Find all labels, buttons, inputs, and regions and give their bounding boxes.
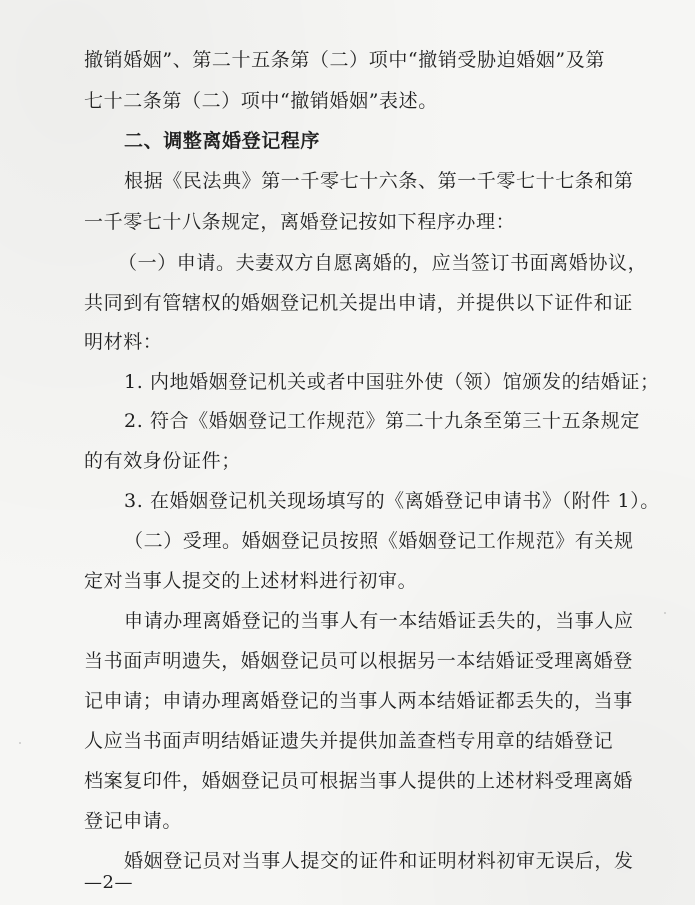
body-text-line: 一千零七十八条规定，离婚登记按如下程序办理： [84, 211, 516, 233]
body-text-line: 七十二条第（二）项中“撤销婚姻”表述。 [84, 90, 438, 112]
body-text-line: 根据《民法典》第一千零七十六条、第一千零七十七条和第 [124, 170, 634, 192]
list-item: 2. 符合《婚姻登记工作规范》第二十九条至第三十五条规定 [124, 410, 640, 432]
body-text-line: 登记申请。 [84, 810, 183, 832]
list-item: 3. 在婚姻登记机关现场填写的《离婚登记申请书》（附件 1）。 [124, 490, 660, 512]
body-text-line: 共同到有管辖权的婚姻登记机关提出申请，并提供以下证件和证 [84, 292, 633, 314]
body-text-line: 明材料： [84, 331, 163, 353]
body-text-line: 撤销婚姻”、第二十五条第（二）项中“撤销受胁迫婚姻”及第 [84, 49, 605, 71]
body-text-line: 人应当书面声明结婚证遗失并提供加盖查档专用章的结婚登记 [84, 730, 614, 752]
body-text-line: （一）申请。夫妻双方自愿离婚的，应当签订书面离婚协议， [118, 252, 648, 274]
body-text-line: 婚姻登记员对当事人提交的证件和证明材料初审无误后，发 [124, 850, 634, 872]
section-heading: 二、调整离婚登记程序 [124, 130, 321, 152]
body-text-line: 记申请；申请办理离婚登记的当事人两本结婚证都丢失的，当事 [84, 690, 633, 712]
body-text-line: 档案复印件，婚姻登记员可根据当事人提供的上述材料受理离婚 [84, 770, 633, 792]
body-text-line: 当书面声明遗失，婚姻登记员可以根据另一本结婚证受理离婚登 [84, 650, 633, 672]
list-item: 1. 内地婚姻登记机关或者中国驻外使（领）馆颁发的结婚证； [124, 371, 660, 393]
list-item-continuation: 的有效身份证件； [84, 450, 241, 472]
body-text-line: 申请办理离婚登记的当事人有一本结婚证丢失的，当事人应 [124, 610, 634, 632]
body-text-line: 定对当事人提交的上述材料进行初审。 [84, 570, 418, 592]
body-text-line: （二）受理。婚姻登记员按照《婚姻登记工作规范》有关规 [124, 530, 634, 552]
scan-speck [664, 612, 666, 614]
scan-speck [19, 742, 21, 744]
page-number: —2— [84, 872, 133, 893]
